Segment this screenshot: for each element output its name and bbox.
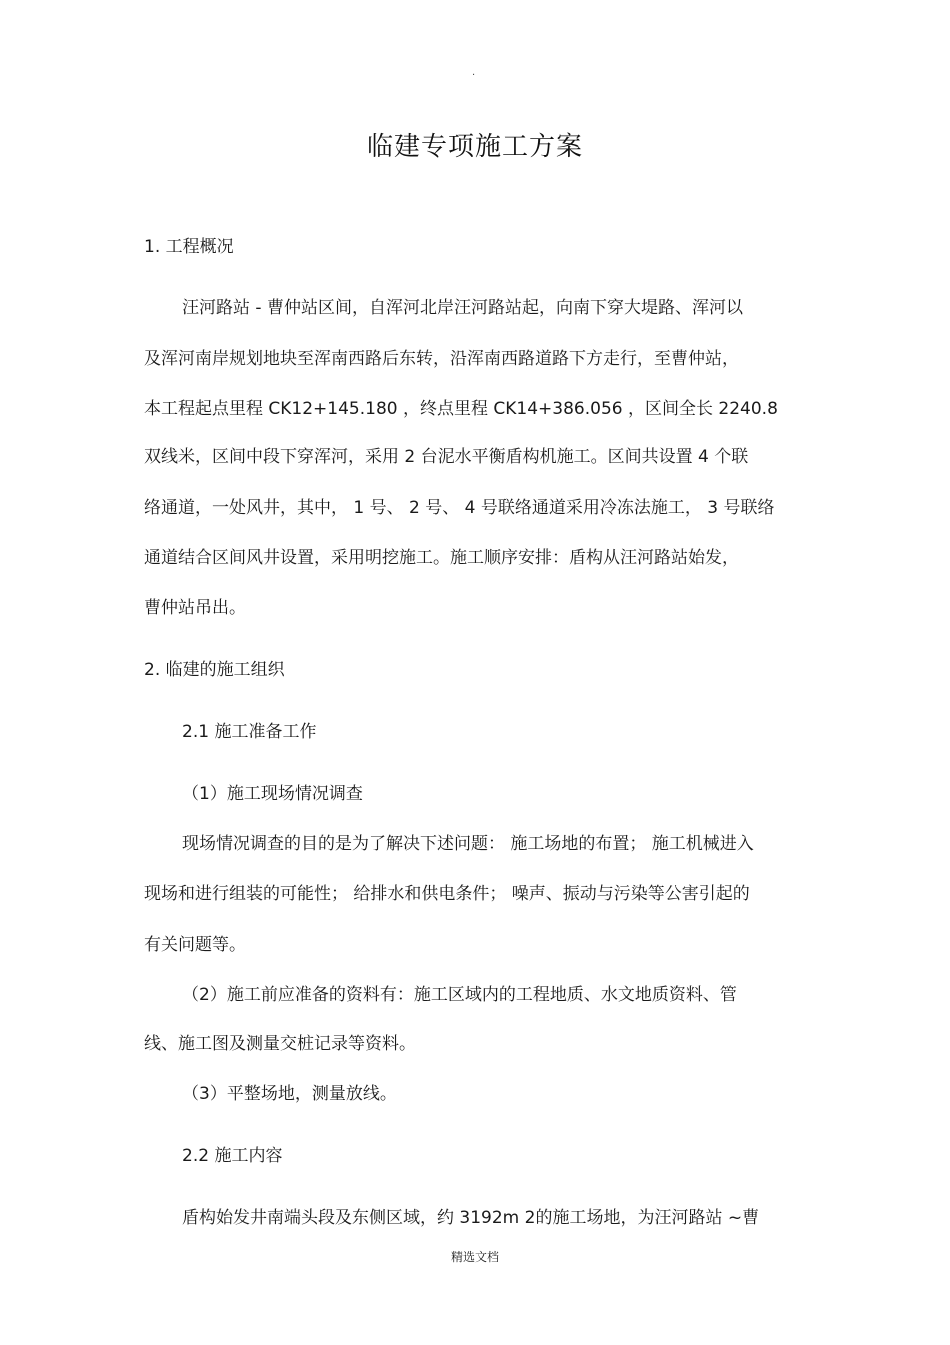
paragraph-line: 汪河路站 - 曹仲站区间，自浑河北岸汪河路站起，向南下穿大堤路、浑河以 [182,298,743,318]
section-2-2-heading: 2.2 施工内容 [182,1146,283,1166]
section-2-heading: 2. 临建的施工组织 [144,660,285,680]
section-1-heading: 1. 工程概况 [144,237,234,257]
page-mark: · [472,70,476,81]
paragraph-line: 曹仲站吊出。 [144,598,246,618]
paragraph-line: 现场情况调查的目的是为了解决下述问题： 施工场地的布置； 施工机械进入 [182,834,754,854]
item-1-heading: （1）施工现场情况调查 [182,784,363,804]
paragraph-line: 及浑河南岸规划地块至浑南西路后东转，沿浑南西路道路下方走行，至曹仲站， [144,349,739,369]
item-3-line: （3）平整场地，测量放线。 [182,1084,397,1104]
paragraph-line: （2）施工前应准备的资料有：施工区域内的工程地质、水文地质资料、管 [182,985,737,1005]
paragraph-line: 盾构始发井南端头段及东侧区域，约 3192m 2的施工场地，为汪河路站 ~曹 [182,1208,760,1228]
paragraph-line: 络通道，一处风井，其中， 1 号、 2 号、 4 号联络通道采用冷冻法施工， 3 号联络 [144,498,775,518]
page-footer: 精选文档 [450,1250,499,1264]
paragraph-line: 现场和进行组装的可能性； 给排水和供电条件； 噪声、振动与污染等公害引起的 [144,884,750,904]
paragraph-line: 通道结合区间风井设置，采用明挖施工。施工顺序安排：盾构从汪河路站始发， [144,548,739,568]
paragraph-line: 有关问题等。 [144,935,246,955]
paragraph-line: 双线米，区间中段下穿浑河，采用 2 台泥水平衡盾构机施工。区间共设置 4 个联 [144,447,749,467]
paragraph-line: 本工程起点里程 CK12+145.180 ，终点里程 CK14+386.056 ，区间全长 2240.8 [144,399,778,419]
section-2-1-heading: 2.1 施工准备工作 [182,722,317,742]
document-title: 临建专项施工方案 [366,132,583,162]
paragraph-line: 线、施工图及测量交桩记录等资料。 [144,1034,416,1054]
